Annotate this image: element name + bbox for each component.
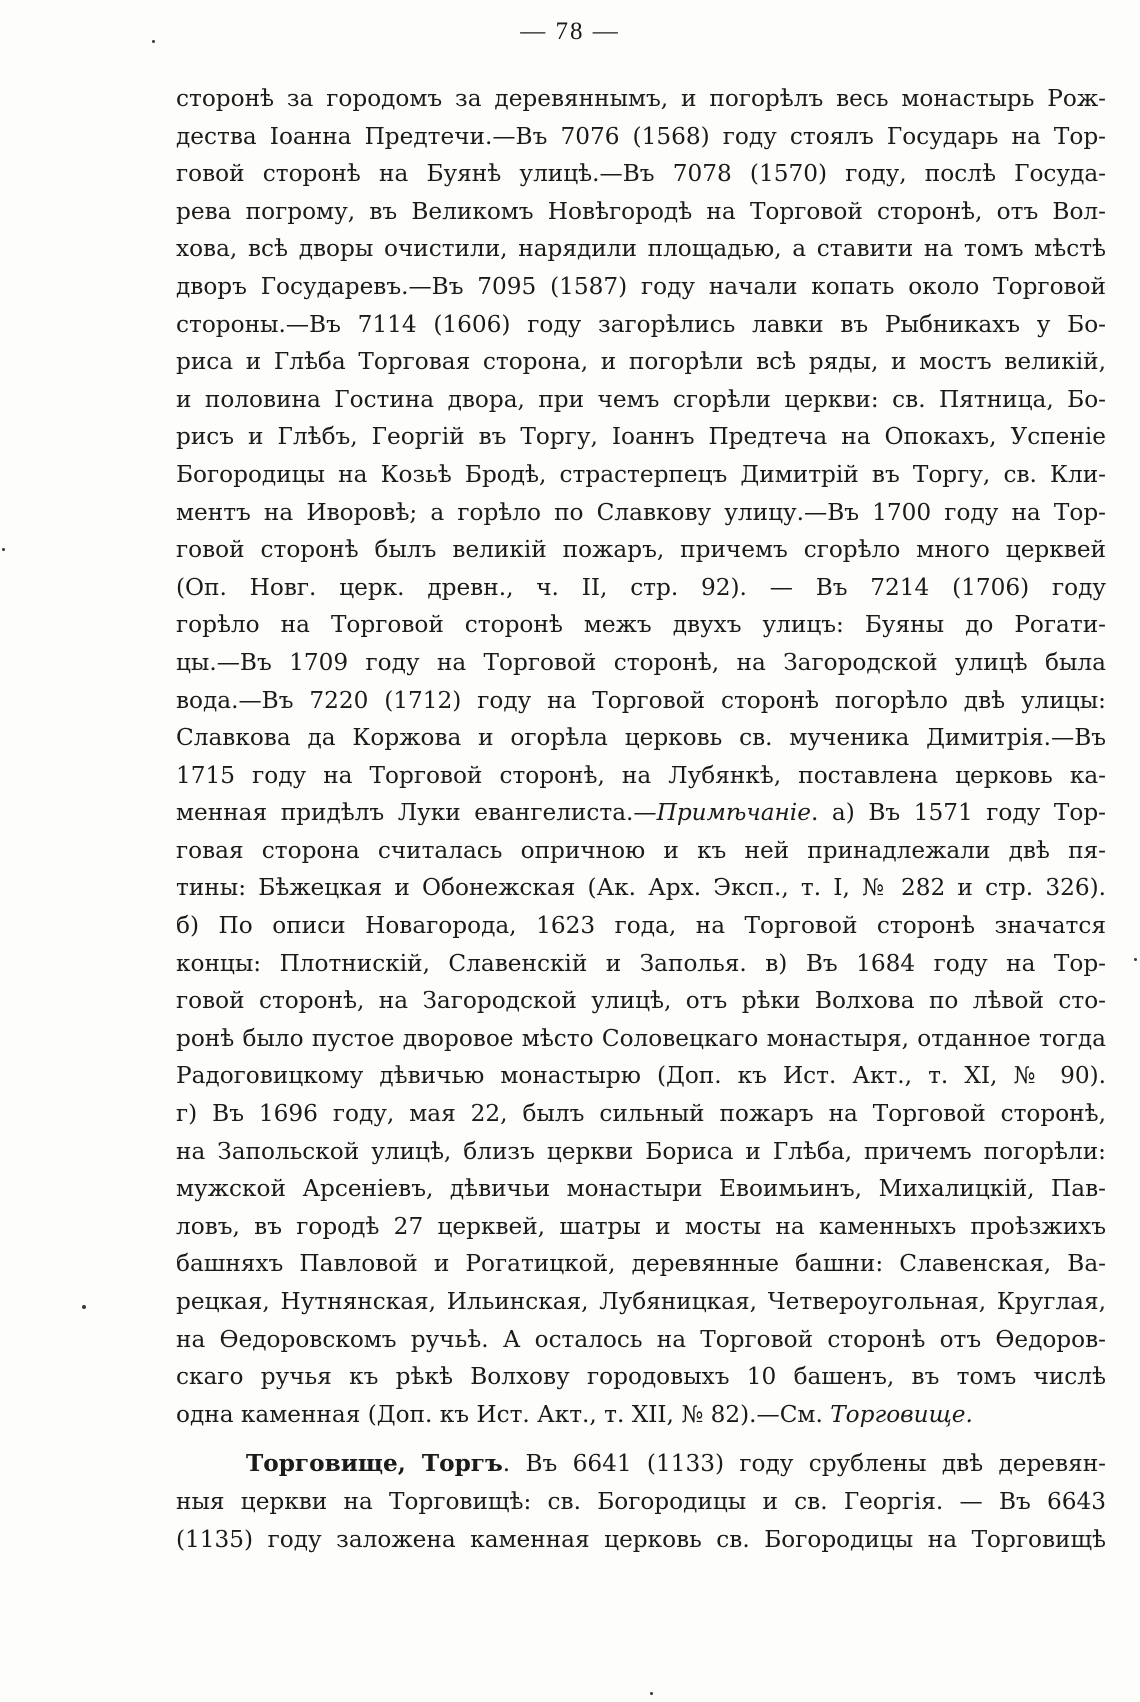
text-run: концы: Плотнискій, Славенскій и Заполья. в) Въ 1684 году на Тор- (176, 949, 1106, 977)
scan-speck (2, 548, 5, 551)
text-line (176, 1483, 1106, 1521)
text-run: г) Въ 1696 году, мая 22, былъ сильный пожаръ на Торговой сторонѣ, (176, 1100, 1106, 1128)
body-text (176, 80, 1106, 1558)
text-line (176, 531, 1106, 569)
text-run: (1135) году заложена каменная церковь св. Богородицы на Торговищѣ (176, 1525, 1106, 1553)
text-run: горѣло на Торговой сторонѣ межъ двухъ улицъ: Буяны до Рогати- (176, 611, 1106, 639)
text-line (176, 80, 1106, 118)
text-line (176, 494, 1106, 532)
text-line (176, 794, 1106, 832)
text-line (176, 719, 1106, 757)
text-run: мужской Арсеніевъ, дѣвичьи монастыри Евоимьинъ, Михалицкій, Пав- (176, 1175, 1106, 1203)
scan-speck (650, 1692, 653, 1695)
text-line (176, 1445, 1106, 1483)
text-line (176, 1245, 1106, 1283)
text-line (176, 1321, 1106, 1359)
text-run: Богородицы на Козьѣ Бродѣ, страстерпецъ Димитрій въ Торгу, св. Кли- (176, 460, 1106, 488)
entry-heading: Торговище, Торгъ (246, 1450, 503, 1478)
text-run: говой сторонѣ на Буянѣ улицѣ.—Въ 7078 (1570) году, послѣ Госуда- (176, 160, 1106, 188)
text-line (176, 606, 1106, 644)
text-run: ловъ, въ городѣ 27 церквей, шатры и мосты на каменныхъ проѣзжихъ (176, 1212, 1106, 1240)
text-run: вода.—Въ 7220 (1712) году на Торговой сторонѣ погорѣло двѣ улицы: (176, 686, 1106, 714)
text-run: б) По описи Новагорода, 1623 года, на Торговой сторонѣ значатся (176, 912, 1106, 940)
text-line (176, 945, 1106, 983)
scan-speck (82, 1305, 86, 1309)
text-run: дества Іоанна Предтечи.—Въ 7076 (1568) году стоялъ Государь на Тор- (176, 122, 1106, 150)
text-run: башняхъ Павловой и Рогатицкой, деревянные башни: Славенская, Ва- (176, 1250, 1106, 1278)
text-line (176, 869, 1106, 907)
text-line (176, 381, 1106, 419)
scan-speck (152, 40, 155, 43)
text-run: сторонѣ за городомъ за деревяннымъ, и погорѣлъ весь монастырь Рож- (176, 85, 1106, 112)
text-line (176, 1521, 1106, 1559)
scan-speck (1134, 958, 1137, 961)
text-line (176, 682, 1106, 720)
text-run: тины: Бѣжецкая и Обонежская (Ак. Арх. Эксп., т. I, № 282 и стр. 326). (176, 874, 1106, 902)
text-line (176, 343, 1106, 381)
text-line (176, 757, 1106, 795)
italic-term: Примѣчаніе (656, 799, 811, 827)
text-line (176, 306, 1106, 344)
italic-term: Торговище. (830, 1400, 973, 1428)
text-line (176, 1283, 1106, 1321)
text-line (176, 230, 1106, 268)
text-run: рисъ и Глѣбъ, Георгій въ Торгу, Іоаннъ Предтеча на Опокахъ, Успеніе (176, 423, 1106, 451)
text-run: скаго ручья къ рѣкѣ Волхову городовыхъ 10 башенъ, въ томъ числѣ (176, 1363, 1106, 1391)
text-line (176, 569, 1106, 607)
text-run: менная придѣлъ Луки евангелиста.— (176, 799, 657, 827)
text-line (176, 1133, 1106, 1171)
text-run: 1715 году на Торговой сторонѣ, на Лубянкѣ, поставлена церковь ка- (176, 761, 1106, 789)
text-line (176, 832, 1106, 870)
text-run: рецкая, Нутнянская, Ильинская, Лубяницкая, Четвероугольная, Круглая, (176, 1288, 1106, 1315)
text-line (176, 1208, 1106, 1246)
text-run: Радоговицкому дѣвичью монастырю (Доп. къ Ист. Акт., т. XI, № 90). (176, 1062, 1106, 1090)
text-line (176, 644, 1106, 682)
text-line (176, 982, 1106, 1020)
text-line (176, 456, 1106, 494)
text-line (176, 418, 1106, 456)
text-run: говой сторонѣ, на Загородской улицѣ, отъ рѣки Волхова по лѣвой сто- (176, 987, 1106, 1015)
text-run: на Запольской улицѣ, близъ церкви Бориса и Глѣба, причемъ погорѣли: (176, 1137, 1106, 1165)
page-number: — 78 — (520, 18, 620, 45)
text-line (176, 907, 1106, 945)
text-line (176, 1170, 1106, 1208)
text-line (176, 1020, 1106, 1058)
text-run: дворъ Государевъ.—Въ 7095 (1587) году начали копать около Торговой (176, 272, 1106, 300)
text-line (176, 193, 1106, 231)
text-run: риса и Глѣба Торговая сторона, и погорѣли всѣ ряды, и мостъ великій, (176, 348, 1106, 376)
text-line (176, 1057, 1106, 1095)
text-run: говая сторона считалась опричною и къ ней принадлежали двѣ пя- (176, 836, 1106, 864)
text-line (176, 1396, 1106, 1434)
text-run: . Въ 6641 (1133) году срублены двѣ деревян- (502, 1450, 1106, 1478)
text-line (176, 1095, 1106, 1133)
text-run: ныя церкви на Торговищѣ: св. Богородицы и св. Георгія. — Въ 6643 (176, 1487, 1106, 1515)
text-run: хова, всѣ дворы очистили, нарядили площадью, а ставити на томъ мѣстѣ (176, 235, 1106, 263)
text-line (176, 1358, 1106, 1396)
text-run: ронѣ было пустое дворовое мѣсто Соловецкаго монастыря, отданное тогда (176, 1024, 1106, 1052)
text-run: ментъ на Иворовѣ; а горѣло по Славкову улицу.—Въ 1700 году на Тор- (176, 498, 1106, 526)
text-line (176, 155, 1106, 193)
text-run: (Оп. Новг. церк. древн., ч. II, стр. 92). — Въ 7214 (1706) году (176, 573, 1106, 601)
text-line (176, 118, 1106, 156)
text-run: цы.—Въ 1709 году на Торговой сторонѣ, на Загородской улицѣ была (176, 648, 1106, 676)
text-line (176, 268, 1106, 306)
text-run: говой сторонѣ былъ великій пожаръ, причемъ сгорѣло много церквей (176, 536, 1106, 564)
text-run: на Ѳедоровскомъ ручьѣ. А осталось на Торговой сторонѣ отъ Ѳедоров- (176, 1325, 1106, 1353)
text-run: и половина Гостина двора, при чемъ сгорѣли церкви: св. Пятница, Бо- (176, 385, 1106, 413)
text-run: Славкова да Коржова и огорѣла церковь св. мученика Димитрія.—Въ (176, 724, 1106, 752)
text-run: рева погрому, въ Великомъ Новѣгородѣ на Торговой сторонѣ, отъ Вол- (176, 197, 1106, 225)
text-run: одна каменная (Доп. къ Ист. Акт., т. XII, № 82).—См. (176, 1400, 831, 1428)
text-run: . а) Въ 1571 году Тор- (810, 799, 1106, 827)
text-run: стороны.—Въ 7114 (1606) году загорѣлись лавки въ Рыбникахъ у Бо- (176, 310, 1106, 338)
